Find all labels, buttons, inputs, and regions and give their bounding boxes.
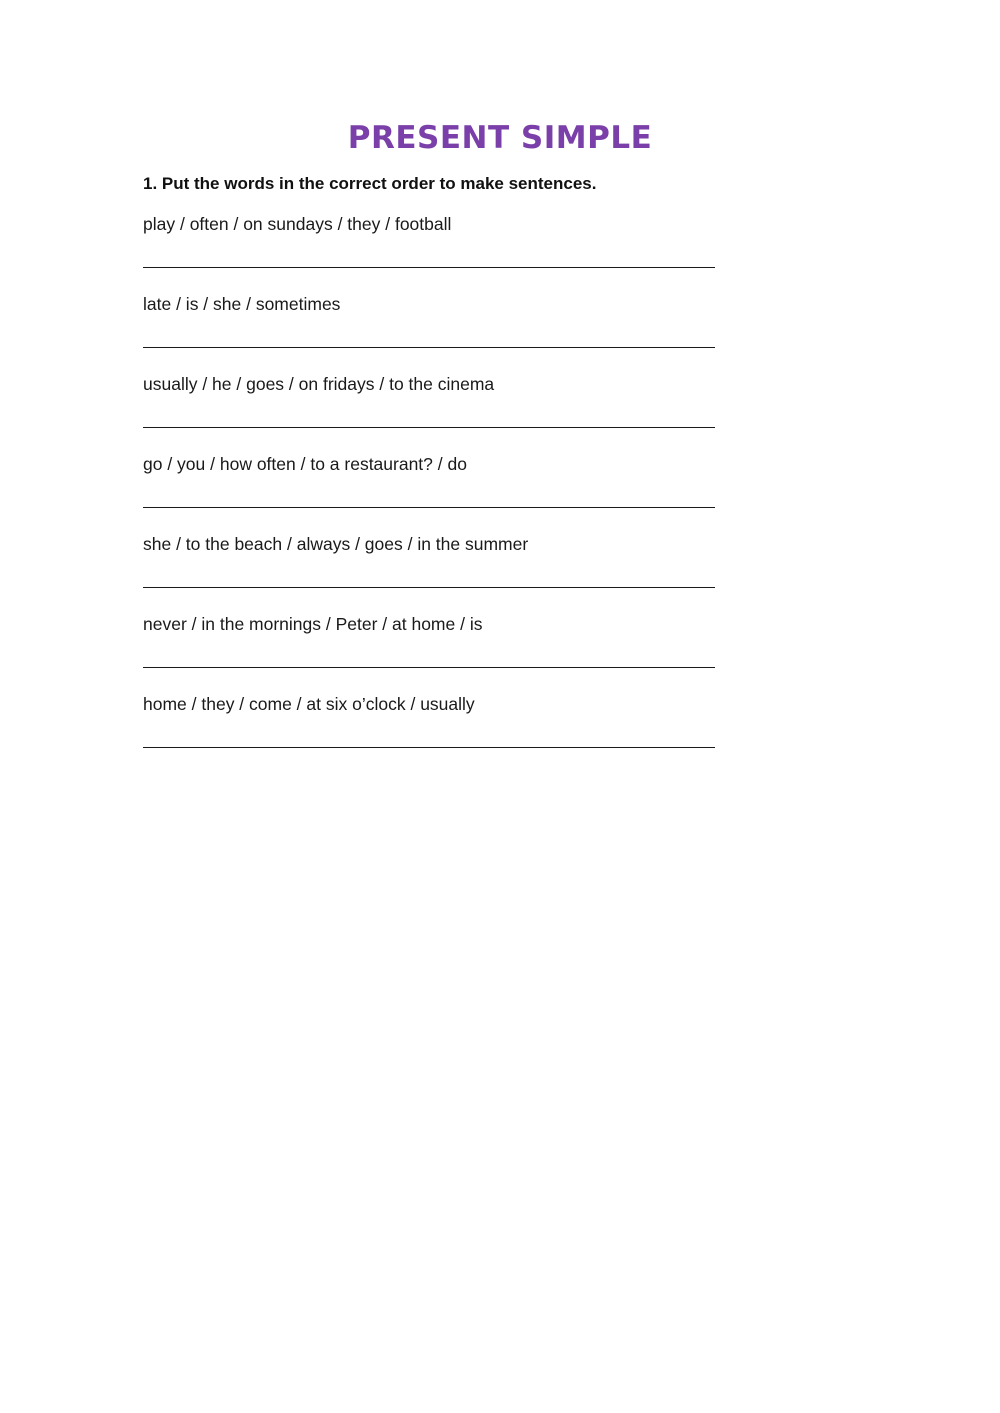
- exercise-item: [143, 293, 723, 373]
- exercise-item: [143, 693, 723, 773]
- exercise-item: [143, 613, 723, 693]
- worksheet-title: PRESENT SIMPLE: [347, 120, 653, 156]
- exercise-item: [143, 533, 723, 613]
- answer-line[interactable]: [143, 667, 715, 668]
- answer-line[interactable]: [143, 347, 715, 348]
- word-prompt: usually / he / goes / on fridays / to the cinema: [143, 374, 495, 394]
- word-prompt: never / in the mornings / Peter / at home / is: [143, 614, 483, 634]
- exercise-item: [143, 373, 723, 453]
- answer-line[interactable]: [143, 587, 715, 588]
- answer-line[interactable]: [143, 267, 715, 268]
- word-prompt: she / to the beach / always / goes / in the summer: [143, 534, 529, 554]
- exercise-instruction: 1. Put the words in the correct order to make sentences.: [143, 174, 597, 193]
- word-prompt: play / often / on sundays / they / football: [143, 214, 452, 234]
- word-prompt: home / they / come / at six o’clock / usually: [143, 694, 475, 714]
- exercise-item: [143, 453, 723, 533]
- word-prompt: late / is / she / sometimes: [143, 294, 341, 314]
- answer-line[interactable]: [143, 507, 715, 508]
- word-prompt: go / you / how often / to a restaurant? / do: [143, 454, 467, 474]
- answer-line[interactable]: [143, 427, 715, 428]
- exercise-list: [143, 213, 723, 773]
- exercise-item: [143, 213, 723, 293]
- answer-line[interactable]: [143, 747, 715, 748]
